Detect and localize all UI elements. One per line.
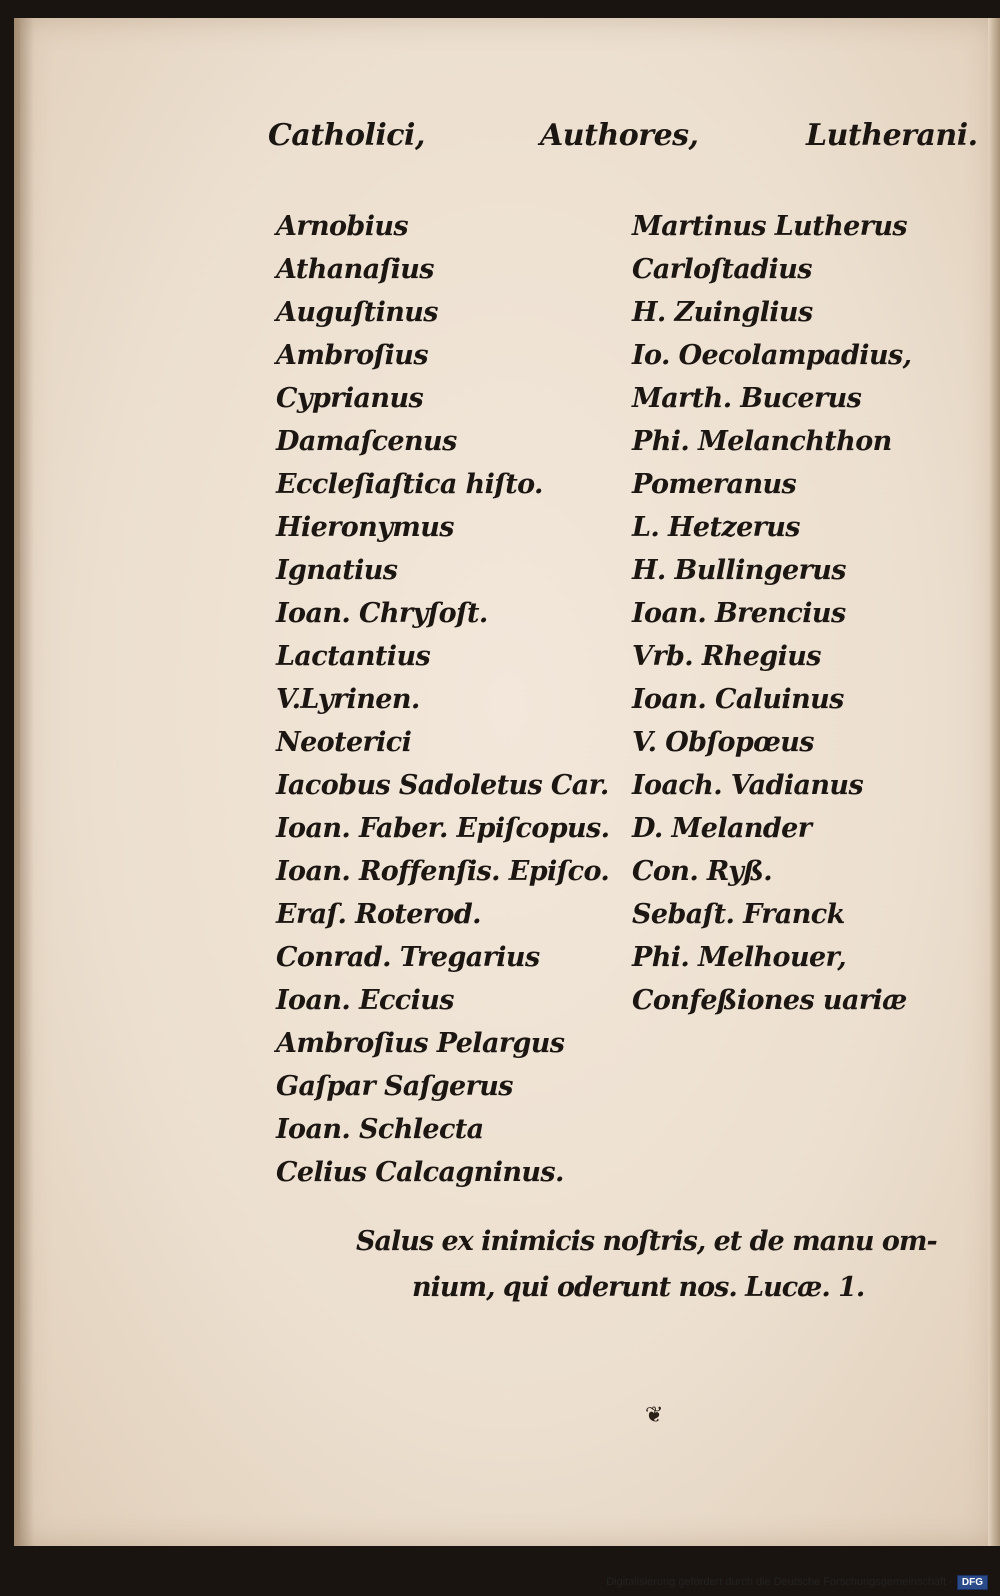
dfg-logo-icon: DFG: [957, 1575, 988, 1590]
lutherani-author: Pomeranus: [632, 469, 797, 500]
catholici-author: Damaſcenus: [276, 426, 457, 457]
footer-text: Digitalisierung gefördert durch die Deutsche Forschungsgemeinschaft -: [606, 1576, 953, 1588]
catholici-author: Celius Calcagninus.: [276, 1157, 564, 1188]
lutherani-author: Sebaſt. Franck: [632, 899, 845, 930]
header-authores: Authores,: [540, 118, 699, 153]
catholici-author: Neoterici: [276, 727, 412, 758]
catholici-author: Ioan. Chryſoſt.: [276, 598, 488, 629]
catholici-author: Eccleſiaſtica hiſto.: [276, 469, 543, 500]
catholici-author-list: [276, 205, 609, 1194]
catholici-author: Lactantius: [276, 641, 431, 672]
quote-line-2: nium, qui oderunt nos. Lucæ. 1.: [412, 1272, 865, 1303]
catholici-author: Cyprianus: [276, 383, 424, 414]
catholici-author: Ioan. Roffenſis. Epiſco.: [276, 856, 610, 887]
lutherani-author: Martinus Lutherus: [632, 211, 907, 242]
catholici-author: Ambroſius Pelargus: [276, 1028, 565, 1059]
page-edge: [988, 18, 1000, 1546]
spine-shadow: [14, 18, 34, 1546]
lutherani-author: Confeßiones uariæ: [632, 985, 907, 1016]
lutherani-author: L. Hetzerus: [632, 512, 800, 543]
catholici-author: Ioan. Eccius: [276, 985, 454, 1016]
lutherani-author: Carloſtadius: [632, 254, 812, 285]
catholici-author: Ambroſius: [276, 340, 428, 371]
catholici-author: Athanaſius: [276, 254, 434, 285]
header-catholici: Catholici,: [268, 118, 425, 153]
lutherani-author: Phi. Melanchthon: [632, 426, 892, 457]
catholici-author: Ioan. Faber. Epiſcopus.: [276, 813, 610, 844]
catholici-author: Conrad. Tregarius: [276, 942, 540, 973]
lutherani-author: Phi. Melhouer,: [632, 942, 847, 973]
printer-mark: ❦: [645, 1403, 664, 1428]
catholici-author: V.Lyrinen.: [276, 684, 420, 715]
catholici-author: Arnobius: [276, 211, 408, 242]
catholici-author: Ioan. Schlecta: [276, 1114, 484, 1145]
lutherani-author: H. Bullingerus: [632, 555, 846, 586]
quote-line-1: Salus ex inimicis noſtris, et de manu om-: [356, 1226, 937, 1257]
lutherani-author: Con. Ryß.: [632, 856, 773, 887]
lutherani-author: Ioach. Vadianus: [632, 770, 864, 801]
lutherani-author: V. Obſopœus: [632, 727, 814, 758]
lutherani-author: Io. Oecolampadius,: [632, 340, 912, 371]
lutherani-author: Ioan. Brencius: [632, 598, 846, 629]
catholici-author: Eraſ. Roterod.: [276, 899, 481, 930]
header-lutherani: Lutherani.: [806, 118, 978, 153]
lutherani-author: Ioan. Caluinus: [632, 684, 844, 715]
catholici-author: Auguſtinus: [276, 297, 438, 328]
catholici-author: Iacobus Sadoletus Car.: [276, 770, 609, 801]
lutherani-author-list: [632, 205, 911, 1022]
catholici-author: Hieronymus: [276, 512, 454, 543]
lutherani-author: H. Zuinglius: [632, 297, 813, 328]
lutherani-author: Marth. Bucerus: [632, 383, 862, 414]
lutherani-author: Vrb. Rhegius: [632, 641, 821, 672]
catholici-author: Ignatius: [276, 555, 398, 586]
catholici-author: Gaſpar Saſgerus: [276, 1071, 513, 1102]
lutherani-author: D. Melander: [632, 813, 812, 844]
digitization-footer: [606, 1572, 988, 1592]
